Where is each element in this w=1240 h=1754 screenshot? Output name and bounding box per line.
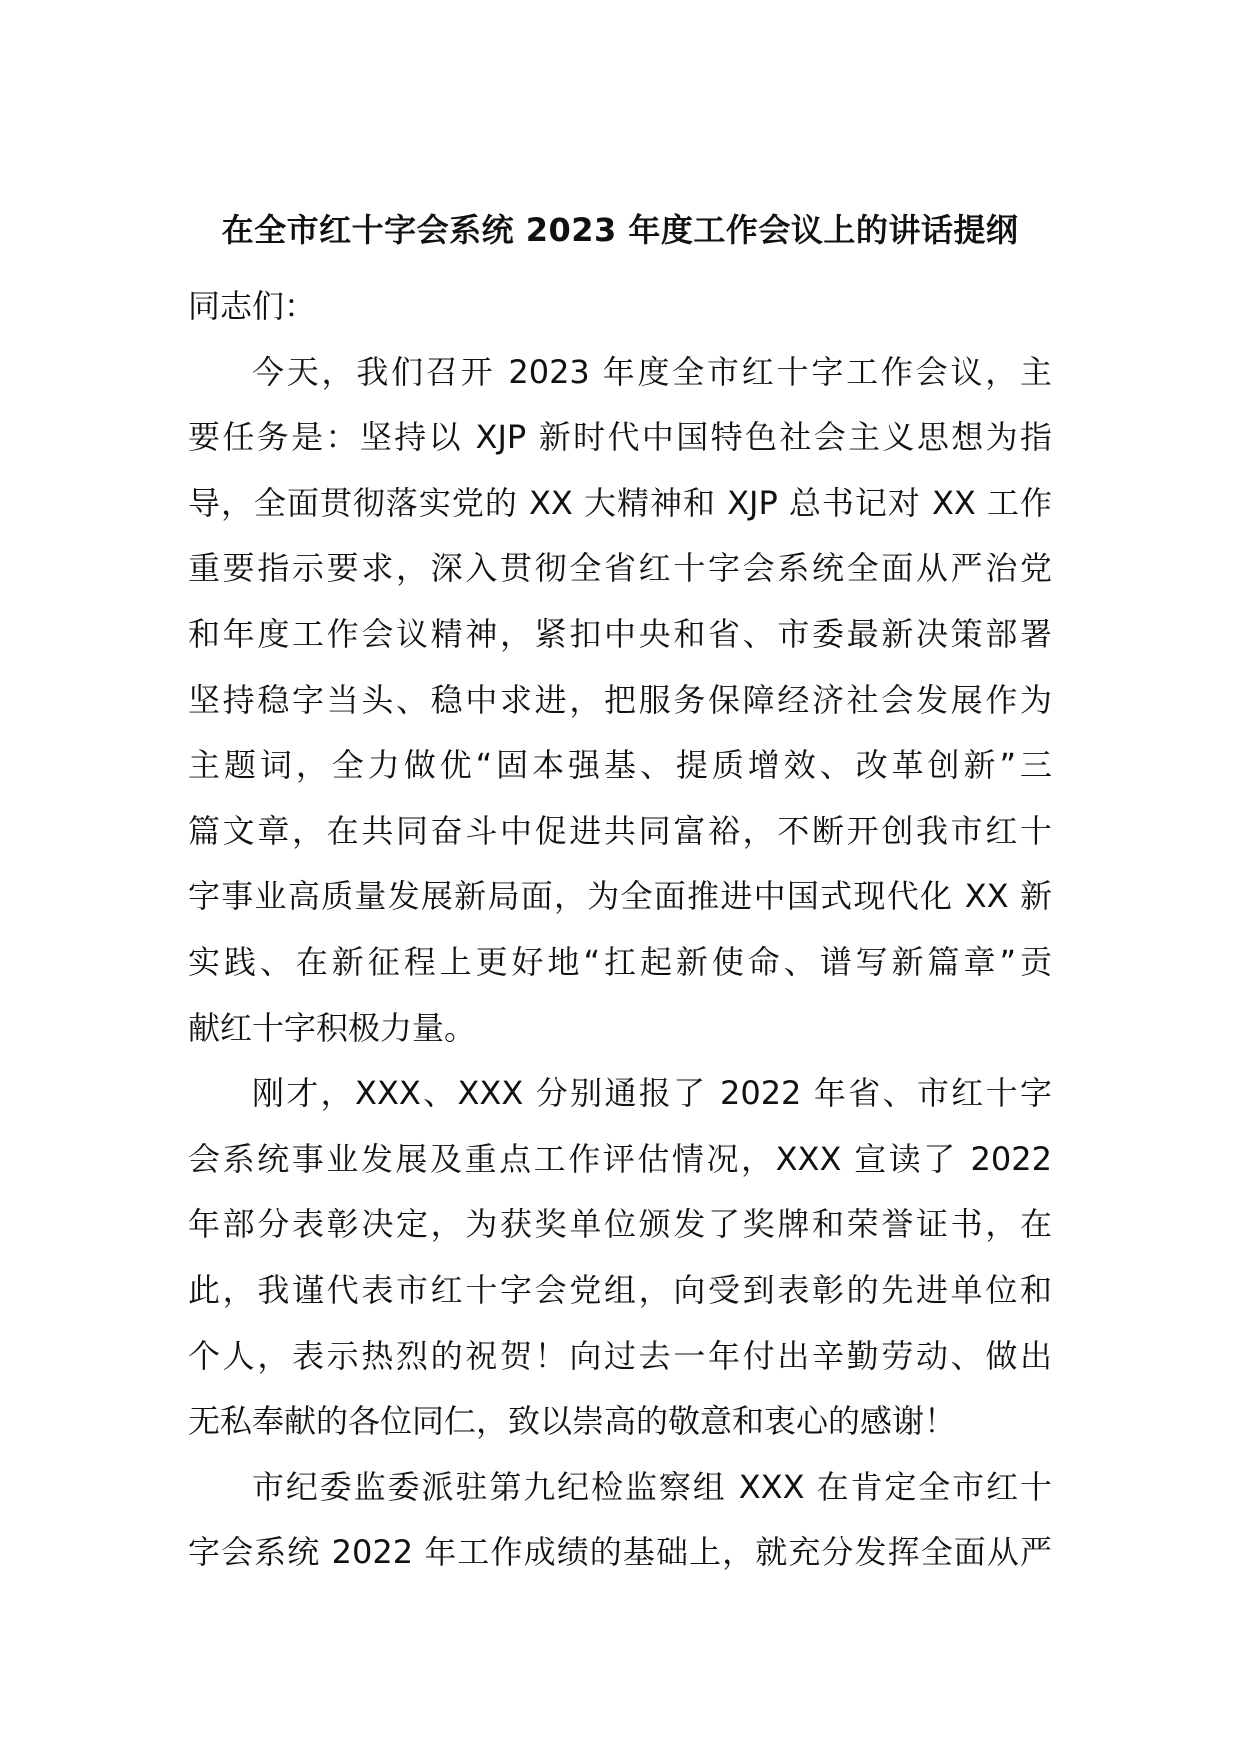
paragraph-3-line-1: 市纪委监委派驻第九纪检监察组 XXX 在肯定全市红十 bbox=[252, 1467, 1052, 1506]
paragraph-1-line-5: 和年度工作会议精神，紧扣中央和省、市委最新决策部署 bbox=[188, 614, 1052, 653]
document-title: 在全市红十字会系统 2023 年度工作会议上的讲话提纲 bbox=[221, 211, 1019, 249]
paragraph-2-line-6: 无私奉献的各位同仁，致以崇高的敬意和衷心的感谢！ bbox=[188, 1402, 957, 1441]
document-body bbox=[188, 274, 1052, 1586]
paragraph-3-line-2: 字会系统 2022 年工作成绩的基础上，就充分发挥全面从严 bbox=[188, 1533, 1052, 1572]
paragraph-2-line-4: 此，我谨代表市红十字会党组，向受到表彰的先进单位和 bbox=[188, 1270, 1052, 1309]
paragraph-1-line-11: 献红十字积极力量。 bbox=[188, 1008, 477, 1047]
paragraph-1-line-8: 篇文章，在共同奋斗中促进共同富裕，不断开创我市红十 bbox=[188, 811, 1052, 850]
paragraph-1-line-10: 实践、在新征程上更好地“扛起新使命、谱写新篇章”贡 bbox=[188, 942, 1052, 981]
paragraph-2-line-2: 会系统事业发展及重点工作评估情况，XXX 宣读了 2022 bbox=[188, 1139, 1052, 1178]
greeting-line: 同志们： bbox=[188, 287, 317, 325]
paragraph-1-line-7: 主题词，全力做优“固本强基、提质增效、改革创新”三 bbox=[188, 746, 1052, 785]
paragraph-2-line-5: 个人，表示热烈的祝贺！向过去一年付出辛勤劳动、做出 bbox=[188, 1336, 1052, 1375]
paragraph-1-line-4: 重要指示要求，深入贯彻全省红十字会系统全面从严治党 bbox=[188, 549, 1052, 588]
paragraph-1-line-2: 要任务是：坚持以 XJP 新时代中国特色社会主义思想为指 bbox=[188, 418, 1052, 457]
paragraph-1-line-3: 导，全面贯彻落实党的 XX 大精神和 XJP 总书记对 XX 工作 bbox=[188, 483, 1052, 522]
paragraph-1-line-9: 字事业高质量发展新局面，为全面推进中国式现代化 XX 新 bbox=[188, 877, 1052, 916]
paragraph-2-line-1: 刚才，XXX、XXX 分别通报了 2022 年省、市红十字 bbox=[252, 1074, 1052, 1113]
paragraph-1-line-6: 坚持稳字当头、稳中求进，把服务保障经济社会发展作为 bbox=[188, 680, 1052, 719]
paragraph-2-line-3: 年部分表彰决定，为获奖单位颁发了奖牌和荣誉证书，在 bbox=[188, 1205, 1052, 1244]
paragraph-1-line-1: 今天，我们召开 2023 年度全市红十字工作会议，主 bbox=[252, 352, 1052, 391]
